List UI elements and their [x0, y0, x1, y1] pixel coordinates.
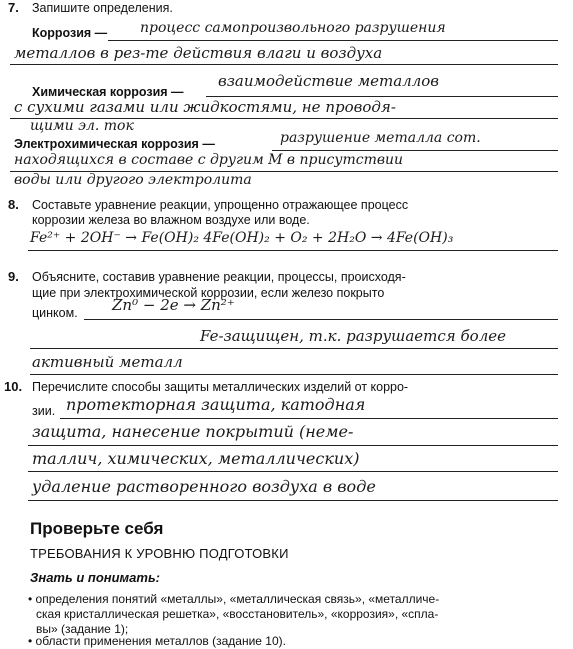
q7-answer-chemical-line1: взаимодействие металлов [218, 72, 440, 90]
q10-number: 10. [4, 379, 23, 394]
q10-answer-line2: защита, нанесение покрытий (неме- [32, 422, 354, 441]
q7-answer-chemical-line2: с сухими газами или жидкостями, не проводя- [14, 98, 396, 116]
q10-answer-line4: удаление растворенного воздуха в воде [32, 477, 376, 496]
answer-line [28, 250, 558, 251]
answer-line [30, 374, 558, 375]
q10-answer-line3: таллич, химических, металлических) [32, 449, 360, 468]
q7-term-chemical-corrosion: Химическая коррозия — [32, 85, 184, 99]
answer-line [28, 500, 558, 501]
q8-number: 8. [8, 197, 19, 212]
q7-term-electrochemical-corrosion: Электрохимическая коррозия — [14, 137, 215, 151]
q10-line1: Перечислите способы защиты металлических изделий от корро- [32, 380, 409, 394]
q7-prompt: Запишите определения. [32, 1, 173, 15]
bullet-definitions-line1: • определения понятий «металлы», «металлическая связь», «металличе- [28, 592, 440, 606]
q7-answer-corrosion-line1: процесс самопроизвольного разрушения [140, 20, 446, 36]
q7-answer-electrochem-line1: разрушение металла сот. [280, 130, 481, 146]
q7-answer-corrosion-line2: металлов в рез-те действия влаги и воздуха [14, 44, 383, 62]
bullet-applications: • области применения металлов (задание 10). [28, 634, 286, 648]
q9-number: 9. [8, 269, 19, 284]
section-subtitle: ТРЕБОВАНИЯ К УРОВНЮ ПОДГОТОВКИ [30, 546, 289, 561]
bullet-definitions-line3: вы» (задание 1); [36, 622, 129, 636]
bullet-definitions-line2: ская кристаллическая решетка», «восстановитель», «коррозия», «спла- [36, 607, 439, 621]
q9-answer-equation: Zn⁰ − 2e → Zn²⁺ [112, 296, 235, 314]
answer-line [30, 348, 558, 349]
answer-line [28, 445, 558, 446]
q7-answer-electrochem-line2: находящихся в составе с другим М в присутствии [14, 152, 404, 168]
q10-line2: зии. [32, 404, 56, 418]
answer-line [206, 96, 558, 97]
q7-answer-chemical-line3: щими эл. ток [30, 118, 134, 134]
answer-line [108, 40, 558, 41]
answer-line [28, 471, 558, 472]
q10-answer-line1: протекторная защита, катодная [66, 395, 366, 414]
answer-line [272, 150, 558, 151]
q8-line2: коррозии железа во влажном воздухе или воде. [32, 213, 310, 227]
q7-answer-electrochem-line3: воды или другого электролита [14, 172, 252, 188]
section-title: Проверьте себя [30, 519, 164, 538]
q7-term-corrosion: Коррозия — [32, 26, 108, 40]
q9-answer-line1: Fe-защищен, т.к. разрушается более [200, 327, 506, 345]
answer-line [10, 64, 558, 65]
q8-answer-equation: Fe²⁺ + 2OH⁻ → Fe(OH)₂ 4Fe(OH)₂ + O₂ + 2H₂O → 4Fe(OH)₃ [30, 230, 454, 246]
know-understand-heading: Знать и понимать: [30, 570, 161, 585]
answer-line [60, 418, 558, 419]
q9-answer-line2: активный металл [32, 353, 183, 371]
answer-line [84, 319, 558, 320]
q8-line1: Составьте уравнение реакции, упрощенно отражающее процесс [32, 198, 409, 212]
q9-line2: щие при электрохимической коррозии, если железо покрыто [32, 286, 385, 300]
q7-number: 7. [8, 0, 19, 15]
q9-line1: Объясните, составив уравнение реакции, процессы, происходя- [32, 270, 406, 284]
q9-line3: цинком. [32, 306, 78, 320]
